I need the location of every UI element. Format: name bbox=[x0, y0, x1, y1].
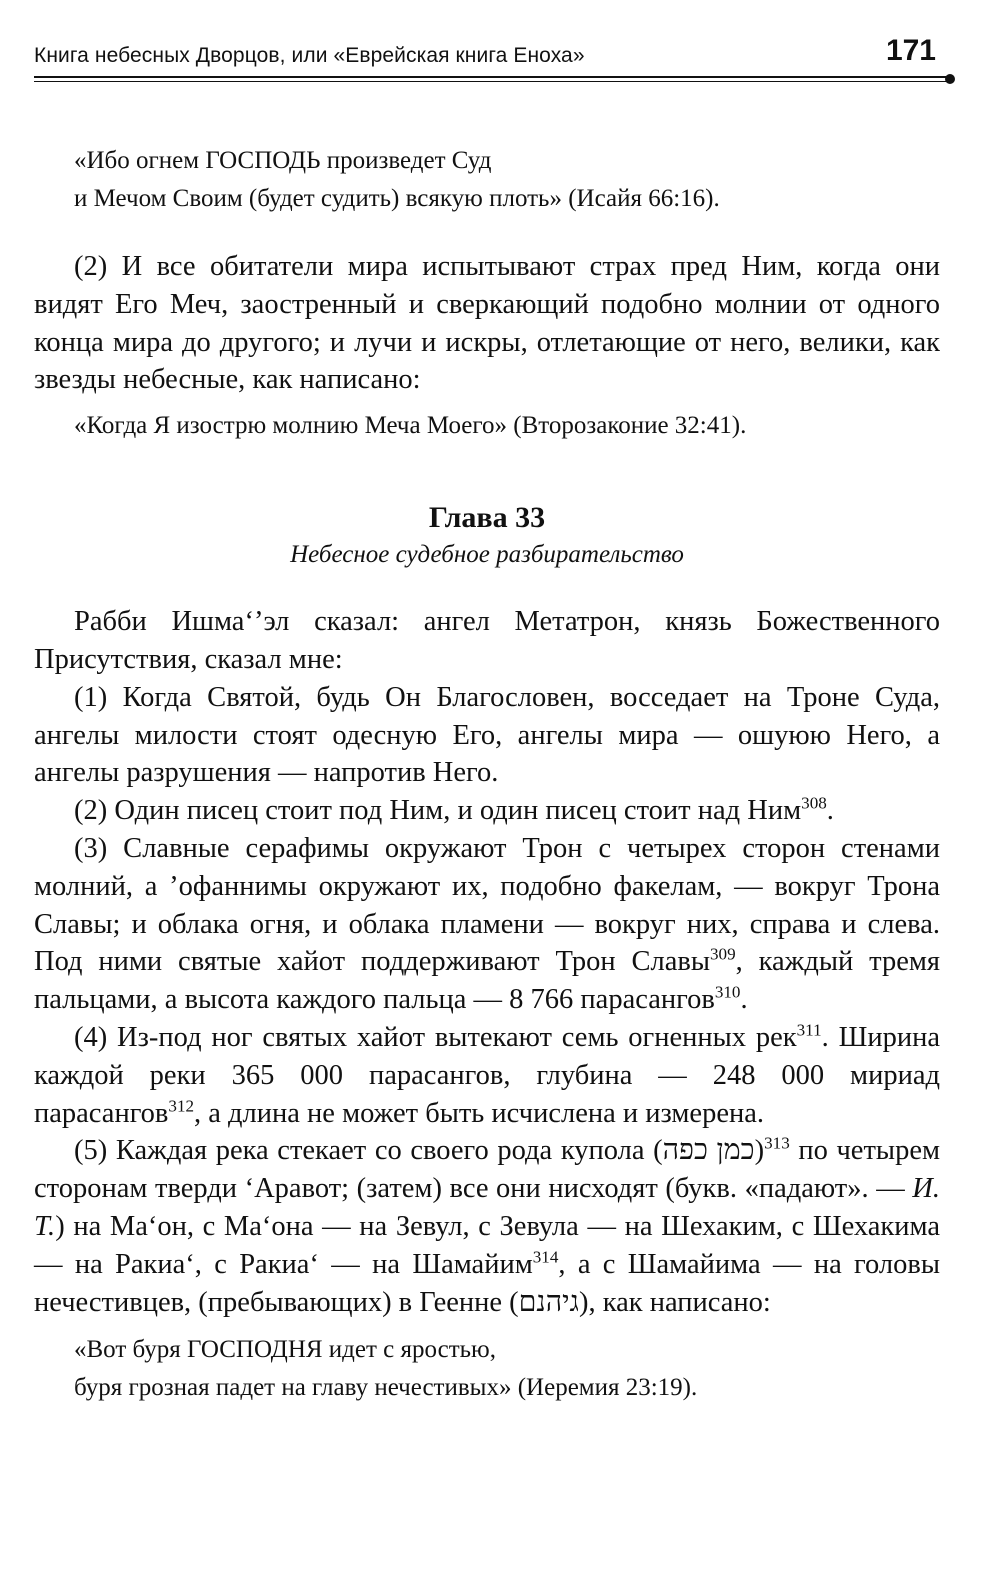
footnote-ref: 308 bbox=[801, 793, 827, 813]
quote-deuteronomy bbox=[74, 407, 940, 445]
paragraph-text: по четырем сторонам тверди ‘Аравот; (затем) все они нисходят (букв. «падают». — bbox=[34, 1135, 940, 1205]
footnote-ref: 309 bbox=[709, 944, 736, 964]
paragraph-text: (2) Один писец стоит под Ним, и один писец стоит над Ним bbox=[74, 795, 802, 827]
chapter-subtitle: Небесное судебное разбирательство bbox=[290, 541, 684, 569]
paragraph-text: (4) Из-под ног святых хайот вытекают семь огненных рек bbox=[74, 1021, 797, 1053]
paragraph-3 bbox=[34, 830, 940, 1019]
intro-paragraph: Рабби Ишма‘’эл сказал: ангел Метатрон, князь Божественного Присутствия, сказал мне: bbox=[34, 606, 940, 675]
paragraph-4 bbox=[34, 1019, 940, 1132]
page-number: 171 bbox=[885, 34, 936, 67]
paragraph-text: . bbox=[740, 984, 748, 1016]
paragraph-text: , а с Шамайима — на головы нечестивцев, (пребывающих) в Геенне (גיהנם), как написано: bbox=[34, 1248, 940, 1318]
quote-line: «Ибо огнем ГОСПОДЬ произведет Суд bbox=[74, 147, 492, 174]
running-header bbox=[34, 34, 954, 74]
paragraph-text: (3) Славные серафимы окружают Трон с четырех сторон стенами молний, а ’офаннимы окружают их, подобно факелам, — вокруг Трона Славы; и облака огня, и облака пламени — вокруг них, справа и слева. Под ними святые хайот поддерживают Трон Славы bbox=[34, 832, 940, 978]
footnote-ref: 312 bbox=[168, 1096, 195, 1116]
paragraph-text: . bbox=[826, 795, 834, 827]
footnote-ref: 314 bbox=[532, 1247, 559, 1267]
paragraph-1: (1) Когда Святой, будь Он Благословен, восседает на Троне Суда, ангелы милости стоят одесную Его, ангелы мира — ошуюю Него, а ангелы разрушения — напротив Него. bbox=[34, 681, 940, 789]
paragraph-text: (5) Каждая река стекает со своего рода купола (כמן כפה) bbox=[74, 1135, 765, 1167]
editor-initials: И. Т. bbox=[34, 1173, 940, 1242]
paragraph-text: , а длина не может быть исчислена и измерена. bbox=[194, 1097, 764, 1129]
quote-line: буря грозная падет на главу нечестивых» (Иеремия 23:19). bbox=[74, 1374, 698, 1402]
paragraph-text: ) на Ма‘он, с Ма‘она — на Зевул, с Зевула — на Шехаким, с Шехакима — на Ракиа‘, с Ракиа‘ — на Шамайим bbox=[34, 1210, 940, 1280]
paragraph-text: , каждый тремя пальцами, а высота каждого пальца — 8 766 парасангов bbox=[34, 946, 940, 1016]
quote-line: и Мечом Своим (будет судить) всякую плоть» (Исайя 66:16). bbox=[74, 185, 720, 212]
running-title: Книга небесных Дворцов, или «Еврейская книга Еноха» bbox=[34, 44, 585, 67]
quote-line: «Вот буря ГОСПОДНЯ идет с яростью, bbox=[74, 1336, 496, 1364]
footnote-ref: 313 bbox=[764, 1133, 790, 1153]
paragraph-text: . Ширина каждой реки 365 000 парасангов, глубина — 248 000 мириад парасангов bbox=[34, 1021, 940, 1129]
header-rule-dot bbox=[945, 74, 955, 84]
paragraph-2-prev: (2) И все обитатели мира испытывают страх пред Ним, когда они видят Его Меч, заостренный и сверкающий подобно молнии от одного конца мира до другого; и лучи и искры, отлетающие от него, велики, как звезды небесные, как написано: bbox=[34, 251, 940, 396]
quote-jeremiah bbox=[74, 1331, 940, 1407]
chapter-title: Глава 33 bbox=[428, 501, 546, 535]
footnote-ref: 310 bbox=[714, 982, 741, 1002]
footnote-ref: 311 bbox=[796, 1020, 822, 1040]
paragraph-2 bbox=[34, 792, 940, 830]
page-body bbox=[34, 142, 940, 1407]
quote-line: «Когда Я изострю молнию Меча Моего» (Второзаконие 32:41). bbox=[74, 412, 747, 440]
header-rule-thick bbox=[34, 76, 952, 78]
header-rule-thin bbox=[34, 81, 952, 82]
paragraph-5 bbox=[34, 1132, 940, 1321]
quote-isaiah bbox=[74, 142, 940, 218]
